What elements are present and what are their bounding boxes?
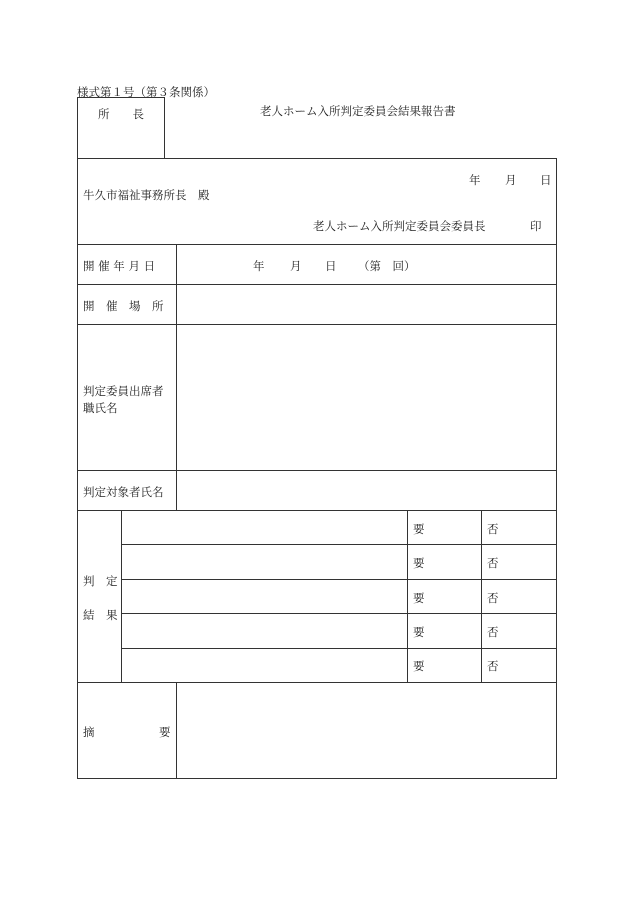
judgment-yes: 要	[413, 556, 425, 570]
row-divider	[77, 682, 557, 683]
summary-label-left: 摘	[83, 725, 95, 739]
judgment-no: 否	[487, 556, 499, 570]
judgment-line-divider	[121, 648, 557, 649]
date-year: 年	[469, 173, 481, 187]
meeting-date-day: 日	[325, 259, 337, 273]
row-divider	[77, 510, 557, 511]
judgment-yes: 要	[413, 659, 425, 673]
label-column-divider	[176, 244, 177, 510]
label-column-divider	[176, 682, 177, 779]
form-table	[77, 158, 557, 779]
judgment-no: 否	[487, 625, 499, 639]
seal-mark: 印	[530, 219, 542, 233]
judgment-yes: 要	[413, 522, 425, 536]
meeting-session: （第 回）	[358, 259, 416, 273]
row-divider	[77, 470, 557, 471]
row-divider	[77, 324, 557, 325]
judgment-no: 否	[487, 659, 499, 673]
attendees-label-line1: 判定委員出席者	[83, 384, 164, 398]
meeting-place-label: 開 催 場 所	[83, 299, 164, 313]
form-number: 様式第１号（第３条関係）	[77, 85, 215, 99]
meeting-date-label: 開 催 年 月 日	[83, 259, 156, 273]
meeting-date-year: 年	[253, 259, 265, 273]
date-month: 月	[505, 173, 517, 187]
judgment-no-divider	[481, 510, 482, 682]
judgment-yes-divider	[407, 510, 408, 682]
approval-box-label: 所 長	[98, 107, 144, 121]
sender-label: 老人ホーム入所判定委員会委員長	[313, 219, 486, 233]
addressee: 牛久市福祉事務所長 殿	[83, 188, 210, 202]
judgment-label-line1: 判 定	[83, 574, 118, 588]
judgment-line-divider	[121, 613, 557, 614]
row-divider	[77, 244, 557, 245]
summary-label-right: 要	[159, 725, 171, 739]
date-day: 日	[540, 173, 552, 187]
attendees-label-line2: 職氏名	[83, 401, 118, 415]
judgment-line-divider	[121, 544, 557, 545]
subject-name-label: 判定対象者氏名	[83, 485, 164, 499]
judgment-no: 否	[487, 522, 499, 536]
judgment-yes: 要	[413, 625, 425, 639]
meeting-date-month: 月	[290, 259, 302, 273]
judgment-yes: 要	[413, 591, 425, 605]
judgment-label-divider	[121, 510, 122, 682]
judgment-no: 否	[487, 591, 499, 605]
document-title: 老人ホーム入所判定委員会結果報告書	[260, 104, 456, 118]
row-divider	[77, 284, 557, 285]
judgment-line-divider	[121, 579, 557, 580]
judgment-label-line2: 結 果	[83, 608, 118, 622]
